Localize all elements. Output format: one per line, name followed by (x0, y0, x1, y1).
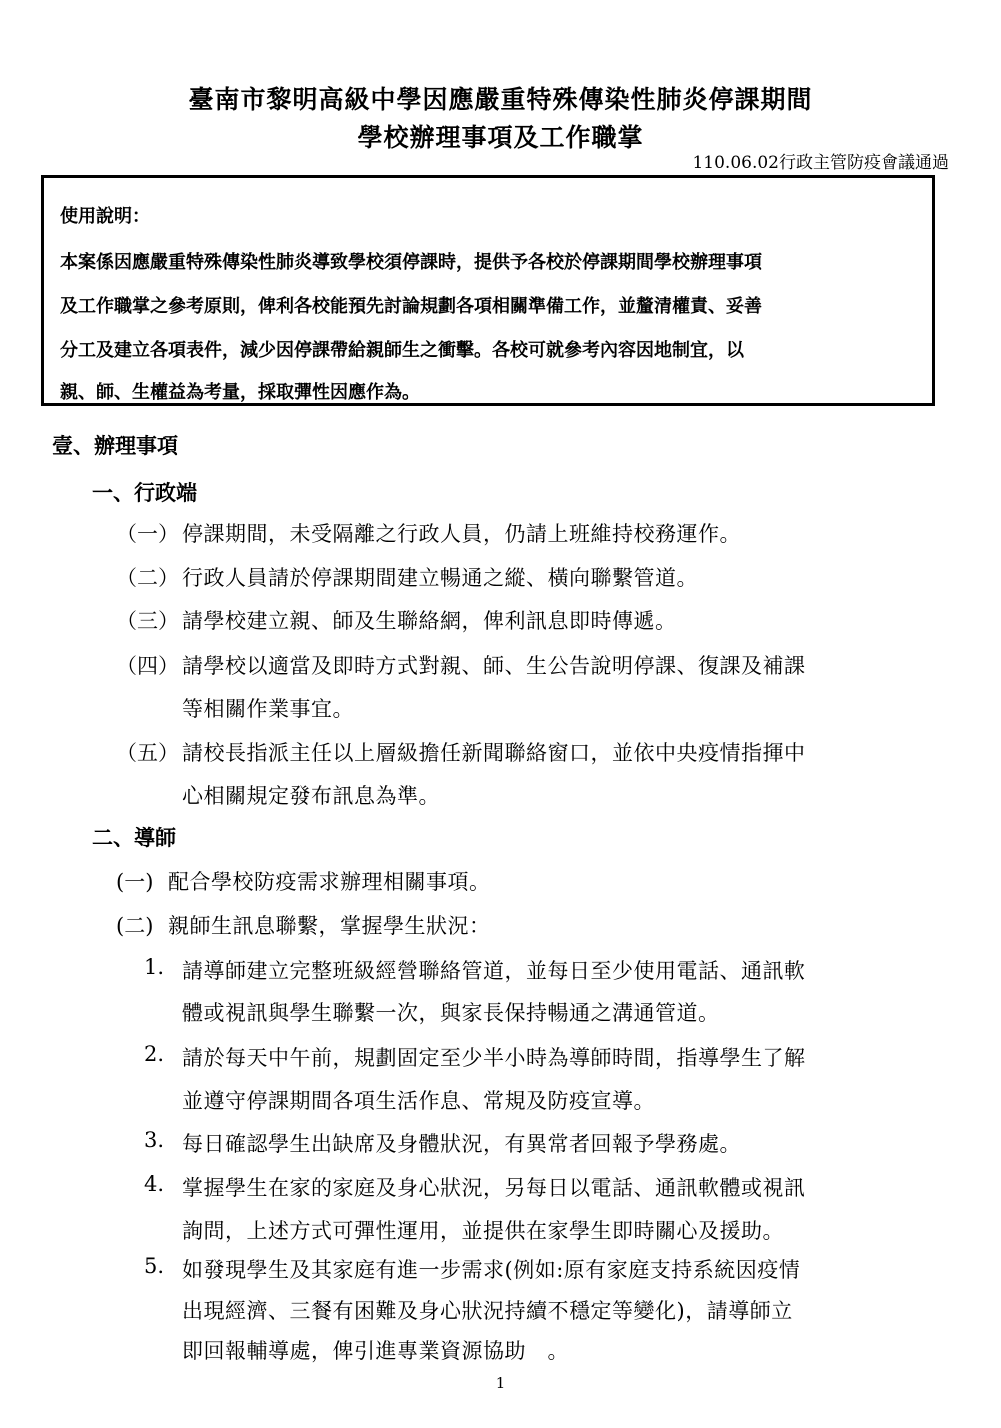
list-item: 行政人員請於停課期間建立暢通之縱、橫向聯繫管道。 (182, 566, 698, 590)
subitem-continuation: 詢問，上述方式可彈性運用，並提供在家學生即時關心及援助。 (182, 1219, 784, 1243)
subitem-continuation: 即回報輔導處，俾引進專業資源協助 。 (182, 1339, 569, 1363)
item-marker: （四） (116, 654, 179, 678)
usage-line: 本案係因應嚴重特殊傳染性肺炎導致學校須停課時，提供予各校於停課期間學校辦理事項 (60, 252, 762, 273)
list-item: 親師生訊息聯繫，掌握學生狀況： (168, 914, 491, 938)
subitem: 掌握學生在家的家庭及身心狀況，另每日以電話、通訊軟體或視訊 (182, 1176, 806, 1200)
subsection-heading-admin: 一、行政端 (92, 481, 197, 505)
subitem-marker: 3. (144, 1128, 165, 1152)
list-item: 配合學校防疫需求辦理相關事項。 (168, 870, 491, 894)
usage-notice-box (41, 175, 935, 406)
item-marker: （五） (116, 741, 179, 765)
usage-line: 及工作職掌之參考原則，俾利各校能預先討論規劃各項相關準備工作，並釐清權責、妥善 (60, 296, 762, 317)
subitem-marker: 4. (144, 1172, 165, 1196)
subitem: 如發現學生及其家庭有進一步需求(例如:原有家庭支持系統因疫情 (182, 1258, 801, 1282)
approval-note: 110.06.02行政主管防疫會議通過 (692, 153, 949, 173)
subitem-marker: 1. (144, 955, 165, 979)
subitem: 請導師建立完整班級經營聯絡管道，並每日至少使用電話、通訊軟 (182, 959, 806, 983)
list-item-continuation: 等相關作業事宜。 (182, 697, 354, 721)
list-item: 請學校建立親、師及生聯絡網，俾利訊息即時傳遞。 (182, 609, 677, 633)
subitem-continuation: 並遵守停課期間各項生活作息、常規及防疫宣導。 (182, 1089, 655, 1113)
list-item-continuation: 心相關規定發布訊息為準。 (182, 784, 440, 808)
usage-heading: 使用說明： (60, 206, 150, 227)
subitem-marker: 5. (144, 1254, 165, 1278)
subitem: 請於每天中午前，規劃固定至少半小時為導師時間，指導學生了解 (182, 1046, 806, 1070)
item-marker: （二） (116, 566, 179, 590)
section-heading: 壹、辦理事項 (52, 434, 178, 458)
document-title-line-1: 臺南市黎明高級中學因應嚴重特殊傳染性肺炎停課期間 (188, 85, 813, 114)
subitem-continuation: 出現經濟、三餐有困難及身心狀況持續不穩定等變化)，請導師立 (182, 1299, 793, 1323)
subsection-heading-tutor: 二、導師 (92, 826, 176, 850)
list-item: 請學校以適當及即時方式對親、師、生公告說明停課、復課及補課 (182, 654, 806, 678)
item-marker: (一) (116, 870, 154, 894)
document-title-line-2: 學校辦理事項及工作職掌 (357, 123, 644, 152)
item-marker: （三） (116, 609, 179, 633)
item-marker: （一） (116, 522, 179, 546)
subitem-continuation: 體或視訊與學生聯繫一次，與家長保持暢通之溝通管道。 (182, 1001, 720, 1025)
item-marker: (二) (116, 914, 154, 938)
subitem-marker: 2. (144, 1042, 165, 1066)
usage-line: 親、師、生權益為考量，採取彈性因應作為。 (60, 382, 420, 403)
usage-line: 分工及建立各項表件，減少因停課帶給親師生之衝擊。各校可就參考內容因地制宜，以 (60, 340, 744, 361)
page-number: 1 (495, 1374, 506, 1392)
list-item: 停課期間，未受隔離之行政人員，仍請上班維持校務運作。 (182, 522, 741, 546)
subitem: 每日確認學生出缺席及身體狀況，有異常者回報予學務處。 (182, 1132, 741, 1156)
list-item: 請校長指派主任以上層級擔任新聞聯絡窗口，並依中央疫情指揮中 (182, 741, 806, 765)
